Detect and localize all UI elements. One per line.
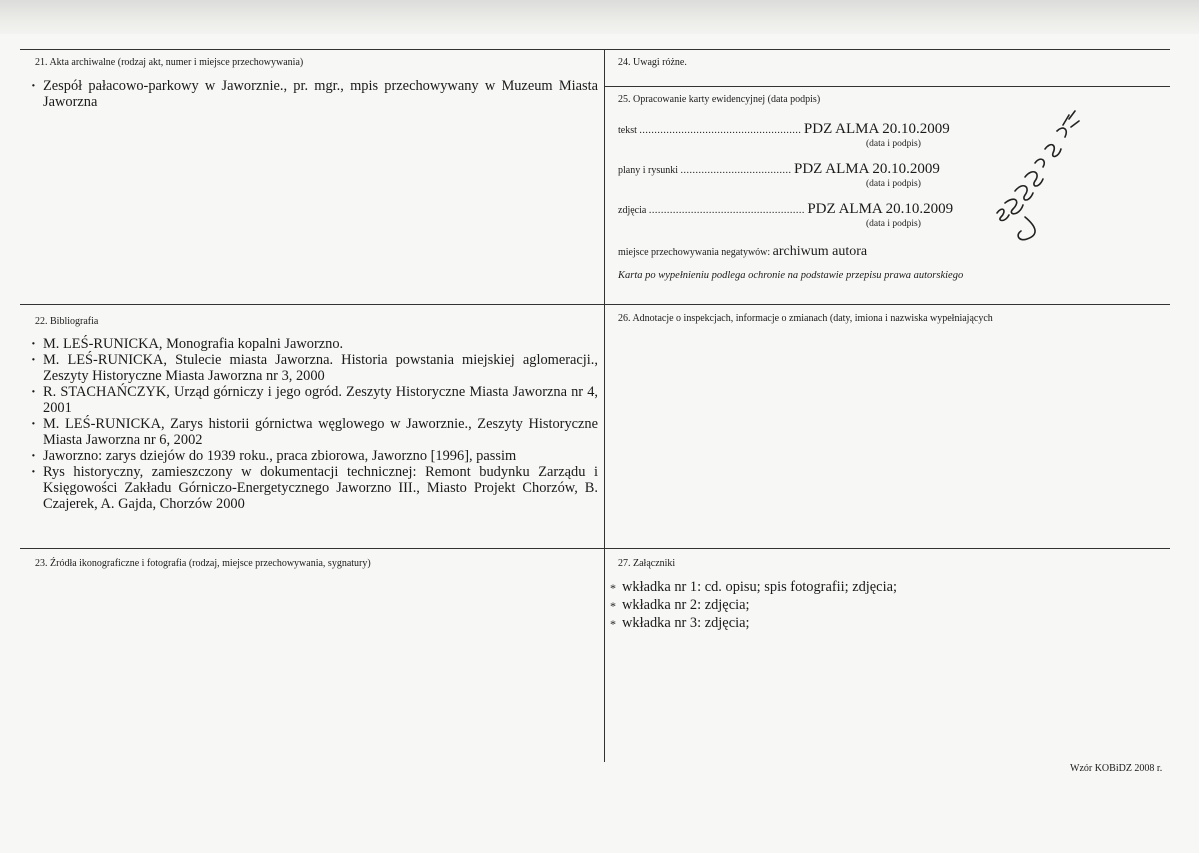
divider-24-25 xyxy=(604,86,1170,87)
row-label: tekst xyxy=(618,125,637,136)
list-item: * wkładka nr 1: cd. opisu; spis fotografii; zdjęcia; xyxy=(610,578,1150,596)
row-dots: ...................................................... xyxy=(639,125,802,136)
section-23-header: 23. Źródła ikonograficzne i fotografia (rodzaj, miejsce przechowywania, sygnatury) xyxy=(35,558,371,569)
row-label: plany i rysunki xyxy=(618,165,678,176)
list-item: · M. LEŚ-RUNICKA, Monografia kopalni Jaworzno. xyxy=(31,336,598,352)
top-border xyxy=(20,49,1170,50)
list-item: · Jaworzno: zarys dziejów do 1939 roku., praca zbiorowa, Jaworzno [1996], passim xyxy=(31,448,598,464)
section-24-header: 24. Uwagi różne. xyxy=(618,57,687,68)
section-21-list xyxy=(31,78,598,110)
signature-image xyxy=(985,105,1090,245)
list-item: · M. LEŚ-RUNICKA, Stulecie miasta Jaworzna. Historia powstania miejskiej aglomeracji., Zeszyty Historyczne Miasta Jaworzna nr 3, 2000 xyxy=(31,352,598,384)
section-22-list xyxy=(31,336,598,512)
copyright-note: Karta po wypełnieniu podlega ochronie na podstawie przepisu prawa autorskiego xyxy=(618,270,964,281)
negatives-label: miejsce przechowywania negatywów: xyxy=(618,247,771,258)
column-divider xyxy=(604,49,605,762)
list-item: · R. STACHAŃCZYK, Urząd górniczy i jego ogród. Zeszyty Historyczne Miasta Jaworzna nr 4, 2001 xyxy=(31,384,598,416)
scan-top-edge xyxy=(0,0,1199,34)
section-21-header: 21. Akta archiwalne (rodzaj akt, numer i miejsce przechowywania) xyxy=(35,57,304,68)
list-item: * wkładka nr 2: zdjęcia; xyxy=(610,596,1150,614)
list-item: * wkładka nr 3: zdjęcia; xyxy=(610,614,1150,632)
section-26-header: 26. Adnotacje o inspekcjach, informacje o zmianach (daty, imiona i nazwiska wypełniających xyxy=(618,313,993,324)
row-plany xyxy=(618,161,940,178)
row-value: PDZ ALMA 20.10.2009 xyxy=(803,121,950,137)
section-22-header: 22. Bibliografia xyxy=(35,316,99,327)
row-zdjecia xyxy=(618,201,953,218)
section-27-list xyxy=(610,578,1150,632)
row-value: PDZ ALMA 20.10.2009 xyxy=(807,201,954,217)
divider-row1-row2 xyxy=(20,304,1170,305)
negatives-row xyxy=(618,244,867,260)
form-template-note: Wzór KOBiDZ 2008 r. xyxy=(1070,763,1163,774)
row-label: zdjęcia xyxy=(618,205,647,216)
negatives-value: archiwum autora xyxy=(772,244,868,259)
row-value: PDZ ALMA 20.10.2009 xyxy=(794,161,940,177)
row-sub: (data i podpis) xyxy=(866,139,921,149)
list-item: · M. LEŚ-RUNICKA, Zarys historii górnictwa węglowego w Jaworznie., Zeszyty Historyczne Miasta Jaworzna nr 6, 2002 xyxy=(31,416,598,448)
row-dots: ..................................... xyxy=(680,165,792,176)
list-item: · Zespół pałacowo-parkowy w Jaworznie., pr. mgr., mpis przechowywany w Muzeum Miasta Jaworzna xyxy=(31,78,598,110)
row-sub: (data i podpis) xyxy=(866,179,921,189)
section-27-header: 27. Załączniki xyxy=(618,558,676,569)
row-sub: (data i podpis) xyxy=(866,219,921,229)
divider-row2-row3 xyxy=(20,548,1170,549)
row-dots: .................................................... xyxy=(648,205,805,216)
row-tekst xyxy=(618,121,950,138)
section-25-header: 25. Opracowanie karty ewidencyjnej (data podpis) xyxy=(618,94,821,105)
list-item: · Rys historyczny, zamieszczony w dokumentacji technicznej: Remont budynku Zarządu i Księgowości Zakładu Górniczo-Energetycznego Jaworzno III., Miasto Projekt Chorzów, B. Czajerek, A. Gajda, Chorzów 2000 xyxy=(31,464,598,512)
